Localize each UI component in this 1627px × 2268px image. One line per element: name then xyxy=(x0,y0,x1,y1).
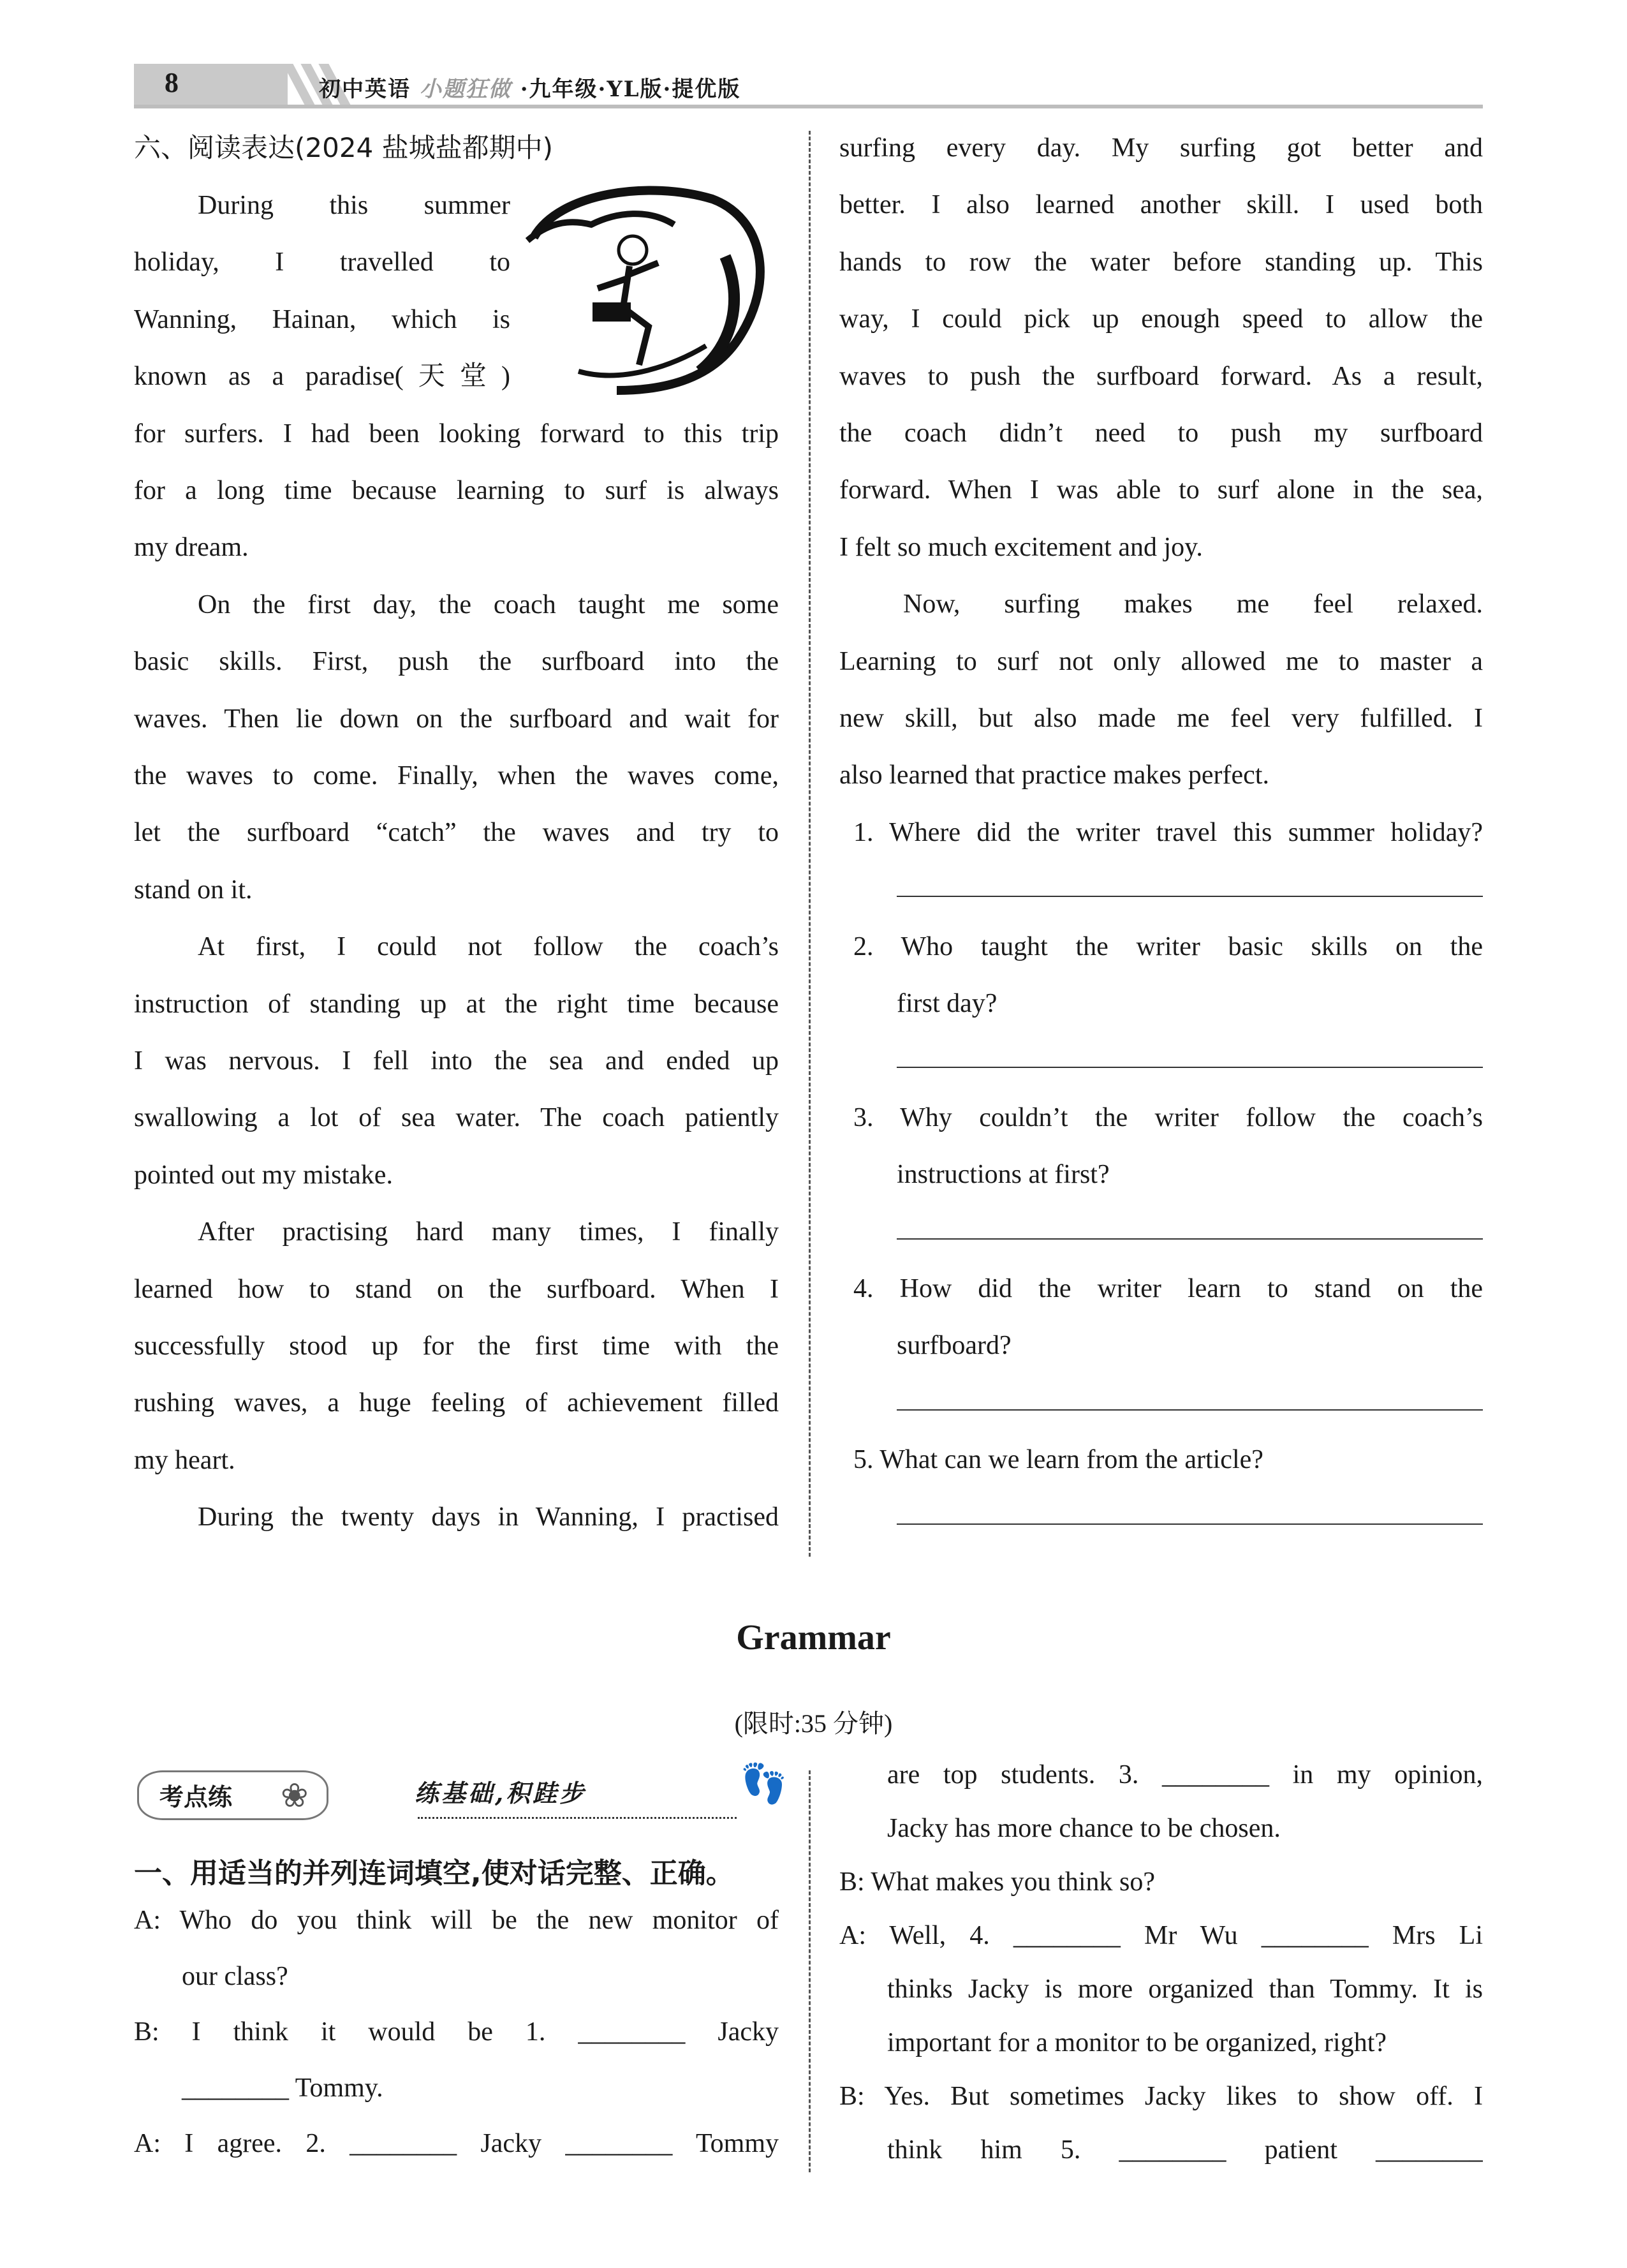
title-suffix: ·九年级·YL版·提优版 xyxy=(520,77,741,102)
passage-line: also learned that practice makes perfect. xyxy=(839,760,1269,790)
passage-line: At first, I could not follow the coach’s xyxy=(198,932,779,962)
dialogue-line: A: I agree. 2. ________ Jacky ________ Tommy xyxy=(134,2129,779,2158)
dialogue-line: Jacky has more chance to be chosen. xyxy=(887,1814,1281,1843)
book-title xyxy=(319,71,740,103)
passage-line: my heart. xyxy=(134,1445,235,1475)
dialogue-line: A: Who do you think will be the new monitor of xyxy=(134,1906,779,1935)
passage-line: rushing waves, a huge feeling of achievement filled xyxy=(134,1388,779,1418)
passage-line: instructions at first? xyxy=(897,1160,1110,1190)
passage-line: pointed out my mistake. xyxy=(134,1160,393,1190)
answer-line[interactable] xyxy=(897,1067,1483,1068)
passage-line: On the first day, the coach taught me some xyxy=(198,589,779,619)
passage-line: During the twenty days in Wanning, I practised xyxy=(198,1502,779,1532)
page-number: 8 xyxy=(165,67,179,98)
answer-line[interactable] xyxy=(897,1238,1483,1240)
dialogue-line: ________ Tommy. xyxy=(182,2073,383,2103)
answer-line[interactable] xyxy=(897,1523,1483,1525)
passage-line: learned how to stand on the surfboard. When I xyxy=(134,1274,779,1304)
dialogue-line: important for a monitor to be organized, right? xyxy=(887,2028,1387,2057)
passage-line: holiday, I travelled to xyxy=(134,248,510,278)
passage-line: forward. When I was able to surf alone in the sea, xyxy=(839,475,1483,505)
dialogue-line: thinks Jacky is more organized than Tommy. It is xyxy=(887,1975,1483,2004)
passage-line: my dream. xyxy=(134,533,249,563)
passage-line: the coach didn’t need to push my surfboard xyxy=(839,419,1483,448)
dialogue-line: B: I think it would be 1. ________ Jacky xyxy=(134,2017,779,2047)
passage-line: hands to row the water before standing up. This xyxy=(839,247,1483,277)
dialogue-line: our class? xyxy=(182,1961,288,1991)
passage-line: Now, surfing makes me feel relaxed. xyxy=(903,589,1483,619)
passage-line: basic skills. First, push the surfboard into the xyxy=(134,647,779,677)
header-rule xyxy=(134,105,1483,108)
question: 2. Who taught the writer basic skills on the xyxy=(853,931,1483,961)
question: 3. Why couldn’t the writer follow the coach’s xyxy=(853,1102,1483,1132)
question: 4. How did the writer learn to stand on the xyxy=(853,1274,1483,1303)
section-title: Grammar xyxy=(736,1618,891,1657)
passage-line: first day? xyxy=(897,989,998,1018)
dialogue-line: B: What makes you think so? xyxy=(839,1867,1155,1897)
surfer-illustration xyxy=(521,180,783,397)
passage-line: successfully stood up for the first time with the xyxy=(134,1331,779,1361)
reading-heading: 六、阅读表达(2024 盐城盐都期中) xyxy=(134,132,554,163)
passage-line: I felt so much excitement and joy. xyxy=(839,532,1203,562)
passage-line: During this summer xyxy=(198,191,510,220)
lotus-icon: ❀ xyxy=(281,1778,309,1814)
header-page-box xyxy=(134,64,288,108)
passage-line: better. I also learned another skill. I used both xyxy=(839,190,1483,220)
time-limit: (限时:35 分钟) xyxy=(734,1709,893,1738)
exercise-heading: 一、用适当的并列连词填空,使对话完整、正确。 xyxy=(134,1857,734,1890)
passage-line: I was nervous. I fell into the sea and ended up xyxy=(134,1046,779,1076)
exercise-banner: 考点练 xyxy=(137,1770,328,1820)
passage-line: Learning to surf not only allowed me to master a xyxy=(839,646,1483,676)
passage-line: way, I could pick up enough speed to allow the xyxy=(839,304,1483,334)
passage-line: swallowing a lot of sea water. The coach patiently xyxy=(134,1103,779,1133)
passage-line: stand on it. xyxy=(134,875,253,905)
passage-line: let the surfboard “catch” the waves and try to xyxy=(134,818,779,848)
passage-line: waves to push the surfboard forward. As a result, xyxy=(839,361,1483,391)
dialogue-line: are top students. 3. ________ in my opinion, xyxy=(887,1760,1483,1790)
question: 1. Where did the writer travel this summer holiday? xyxy=(853,817,1483,847)
passage-line: surfing every day. My surfing got better and xyxy=(839,133,1483,163)
passage-line: Wanning, Hainan, which is xyxy=(134,304,510,334)
passage-line: for a long time because learning to surf is always xyxy=(134,476,779,505)
passage-line: for surfers. I had been looking forward to this trip xyxy=(134,419,779,448)
answer-line[interactable] xyxy=(897,1409,1483,1411)
passage-line: the waves to come. Finally, when the waves come, xyxy=(134,761,779,790)
dialogue-line: A: Well, 4. ________ Mr Wu ________ Mrs Li xyxy=(839,1921,1483,1950)
passage-line: known as a paradise(天堂) xyxy=(134,362,510,392)
brand-logo: 小题狂做 xyxy=(419,77,512,102)
passage-line: waves. Then lie down on the surfboard and wait for xyxy=(134,704,779,734)
motto: 练基础,积跬步 xyxy=(415,1779,587,1807)
answer-line[interactable] xyxy=(897,896,1483,897)
passage-line: After practising hard many times, I finally xyxy=(198,1217,779,1247)
footprints-icon: 👣 xyxy=(740,1763,788,1805)
dialogue-line: think him 5. ________ patient ________ xyxy=(887,2135,1483,2165)
motto-underline xyxy=(418,1817,737,1819)
dialogue-line: B: Yes. But sometimes Jacky likes to show off. I xyxy=(839,2082,1483,2111)
passage-line: instruction of standing up at the right time because xyxy=(134,989,779,1019)
column-divider xyxy=(809,1770,811,2172)
passage-line: new skill, but also made me feel very fulfilled. I xyxy=(839,704,1483,733)
passage-line: surfboard? xyxy=(897,1331,1012,1361)
question: 5. What can we learn from the article? xyxy=(853,1445,1263,1475)
column-divider xyxy=(809,131,811,1557)
title-prefix: 初中英语 xyxy=(319,77,411,102)
